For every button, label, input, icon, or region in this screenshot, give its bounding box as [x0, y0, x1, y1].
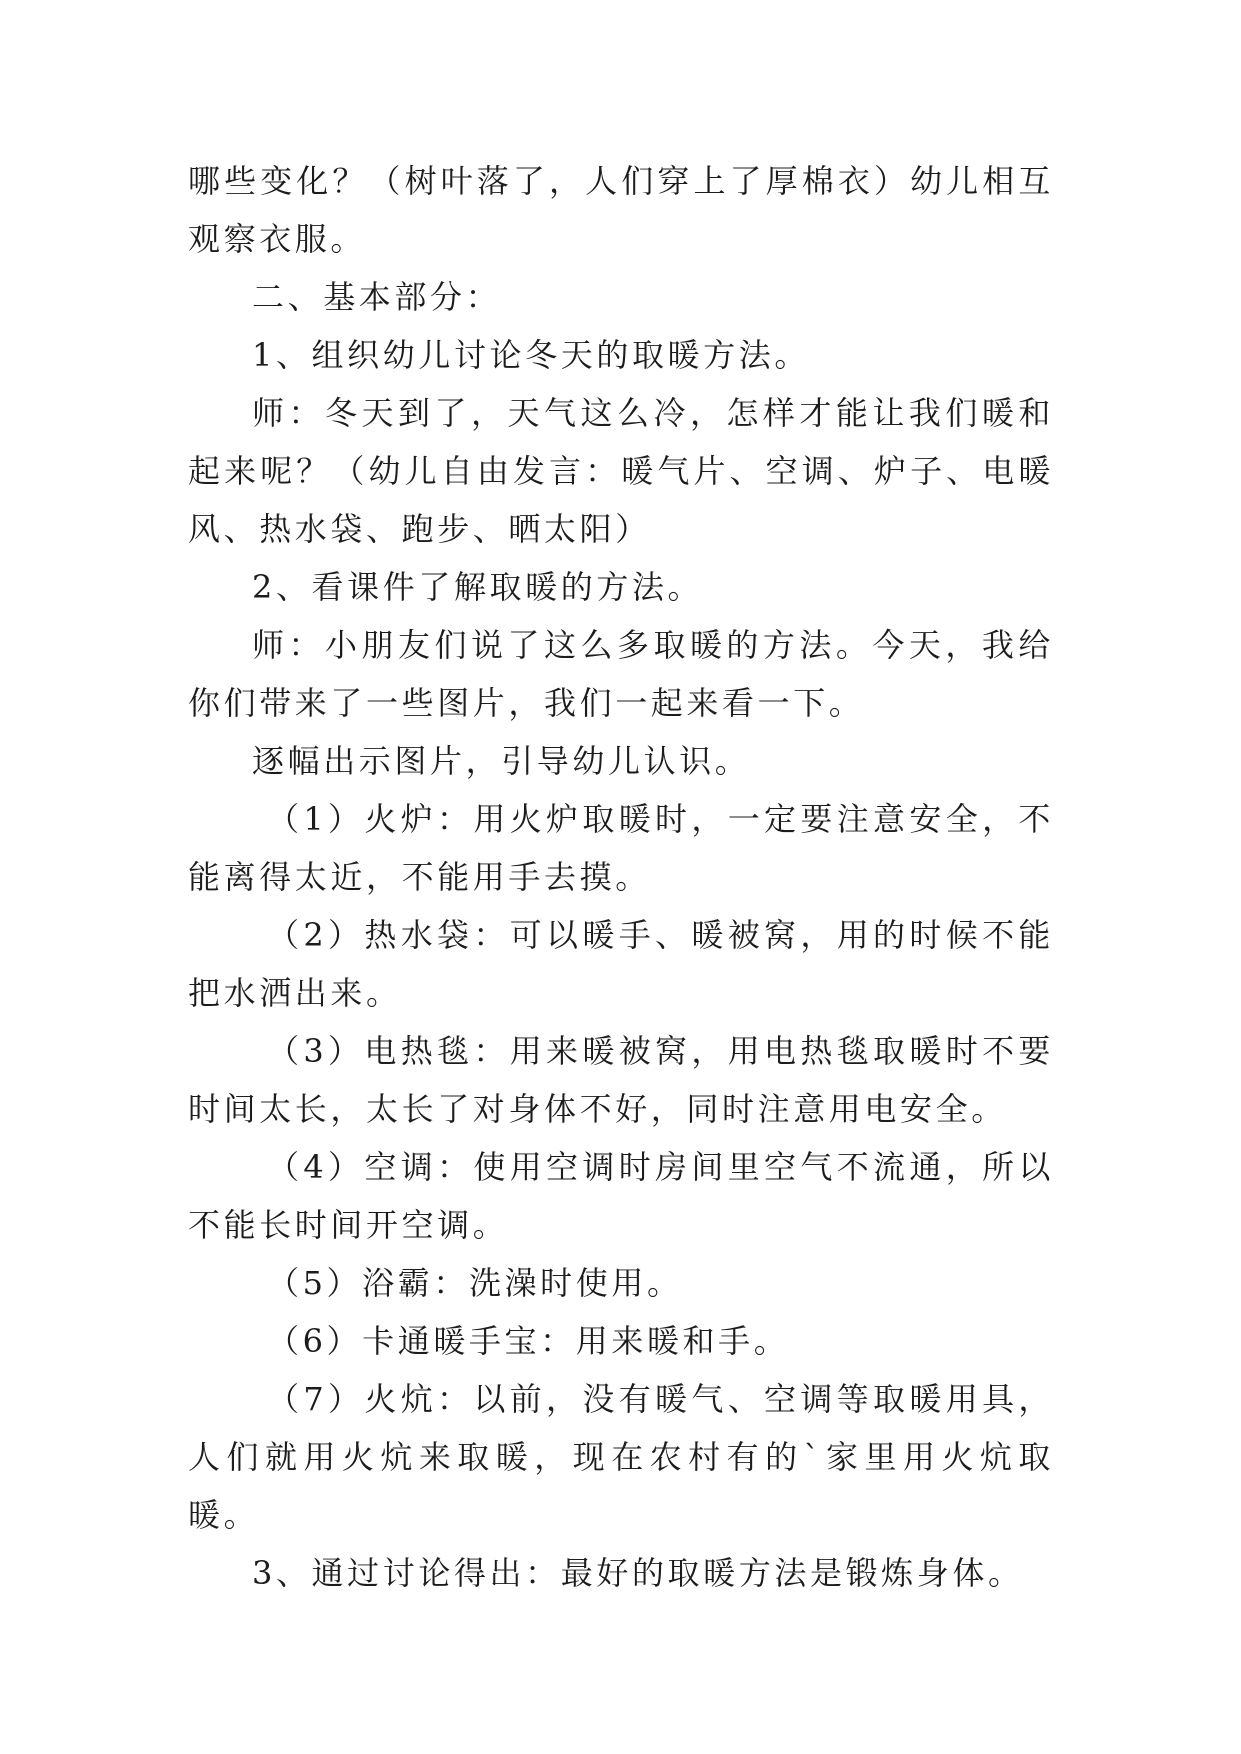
teacher-paragraph-1: 师：冬天到了，天气这么冷，怎样才能让我们暖和起来呢？（幼儿自由发言：暖气片、空调、炉子、电暖风、热水袋、跑步、晒太阳） [188, 394, 1054, 548]
document-body [188, 152, 1054, 1602]
teacher-paragraph-2: 师：小朋友们说了这么多取暖的方法。今天，我给你们带来了一些图片，我们一起来看一下。 [188, 626, 1054, 722]
step-heading-1: 1、组织幼儿讨论冬天的取暖方法。 [252, 336, 810, 374]
step-heading-3: 3、通过讨论得出：最好的取暖方法是锻炼身体。 [252, 1554, 1024, 1592]
paragraph-continuation: 哪些变化？（树叶落了，人们穿上了厚棉衣）幼儿相互观察衣服。 [188, 162, 1054, 258]
list-item-4: （4）空调：使用空调时房间里空气不流通，所以不能长时间开空调。 [188, 1148, 1054, 1244]
step-heading-2: 2、看课件了解取暖的方法。 [252, 568, 704, 606]
list-item-7: （7）火炕：以前，没有暖气、空调等取暖用具，人们就用火炕来取暖，现在农村有的`家里用火炕取暖。 [188, 1380, 1054, 1534]
list-item-1: （1）火炉：用火炉取暖时，一定要注意安全，不能离得太近，不能用手去摸。 [188, 800, 1054, 896]
list-item-3: （3）电热毯：用来暖被窝，用电热毯取暖时不要时间太长，太长了对身体不好，同时注意用电安全。 [188, 1032, 1054, 1128]
instruction-paragraph: 逐幅出示图片，引导幼儿认识。 [252, 742, 751, 780]
section-heading-basic-part: 二、基本部分： [252, 278, 502, 316]
list-item-6: （6）卡通暖手宝：用来暖和手。 [267, 1322, 790, 1360]
list-item-2: （2）热水袋：可以暖手、暖被窝，用的时候不能把水洒出来。 [188, 916, 1054, 1012]
list-item-5: （5）浴霸：洗澡时使用。 [267, 1264, 683, 1302]
